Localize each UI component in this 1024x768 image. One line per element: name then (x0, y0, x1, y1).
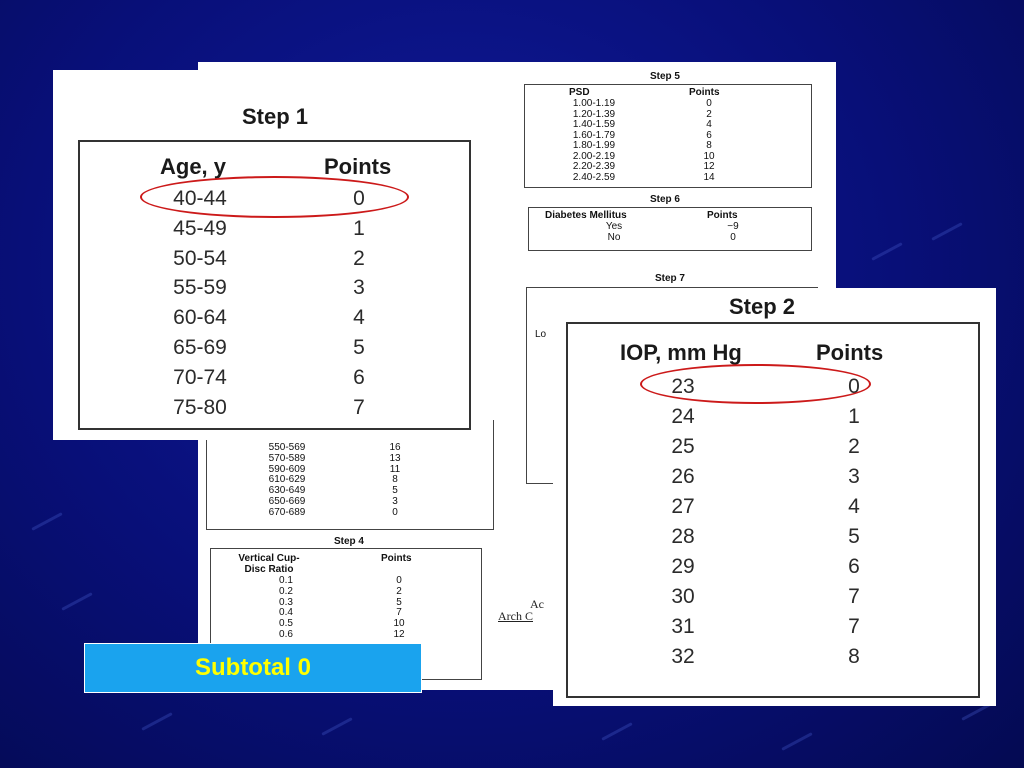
step6-header-diabetes: Diabetes Mellitus (545, 210, 627, 221)
step3-cell-points: 0 (392, 506, 398, 518)
step5-cell-points: 10 (703, 150, 715, 162)
step6-cell-points: 0 (730, 231, 736, 243)
step3-row (207, 454, 493, 465)
step3-cell-label: 590-609 (268, 463, 306, 475)
step1-header-points: Points (324, 154, 392, 179)
step2-row (568, 582, 978, 612)
step1-header-age: Age, y (160, 154, 227, 179)
step1-cell-points: 6 (353, 365, 365, 389)
citation-line-2: Arch C (498, 609, 533, 623)
step2-header-iop: IOP, mm Hg (620, 340, 742, 365)
step5-cell-label: 1.60-1.79 (572, 129, 616, 141)
step1-row (80, 333, 469, 363)
step4-title: Step 4 (333, 536, 364, 547)
step2-cell-points: 4 (848, 495, 860, 518)
step2-cell-points: 8 (848, 645, 860, 668)
step1-row (80, 393, 469, 423)
step2-cell-label: 27 (671, 495, 695, 518)
step1-cell-label: 60-64 (173, 306, 227, 330)
step1-cell-label: 55-59 (173, 276, 227, 300)
step4-row (211, 576, 481, 587)
step1-row (80, 363, 469, 393)
step1-row (80, 273, 469, 303)
step5-row (525, 141, 811, 152)
step1-row (80, 244, 469, 274)
step6-table (528, 207, 812, 251)
step6-header-points: Points (707, 210, 738, 221)
step7-partial-label: Lo (535, 329, 547, 340)
step3-row (207, 486, 493, 497)
step4-cell-label: 0.4 (279, 607, 293, 619)
step5-row (525, 120, 811, 131)
subtotal-banner (84, 643, 422, 693)
step2-row (568, 522, 978, 552)
step4-cell-label: 0.1 (279, 575, 293, 586)
step2-cell-label: 29 (671, 555, 695, 578)
step3-cell-label: 550-569 (268, 442, 306, 453)
step3-row (207, 443, 493, 454)
background-streak (871, 242, 902, 261)
step3-row (207, 465, 493, 476)
step4-cell-label: 0.6 (279, 628, 293, 640)
step3-row (207, 475, 493, 486)
step4-rows (211, 576, 481, 641)
step2-cell-label: 23 (671, 375, 695, 398)
step5-cell-label: 1.40-1.59 (572, 119, 616, 130)
step7-title: Step 7 (654, 273, 685, 284)
step6-cell-label: No (607, 231, 621, 243)
step1-card (53, 70, 493, 440)
step4-header-ratio: Vertical Cup-Disc Ratio (238, 553, 300, 575)
subtotal-label: Subtotal 0 (194, 654, 311, 681)
step2-cell-points: 7 (848, 585, 860, 608)
step5-header-psd: PSD (569, 87, 590, 98)
step4-row (211, 598, 481, 609)
step2-cell-points: 2 (848, 435, 860, 458)
step1-cell-label: 75-80 (173, 395, 227, 419)
step2-cell-points: 0 (848, 375, 860, 398)
step3-cell-points: 13 (389, 452, 401, 464)
step4-cell-points: 12 (393, 628, 405, 640)
step5-cell-label: 2.20-2.39 (572, 161, 616, 172)
step1-cell-points: 1 (353, 216, 365, 240)
step1-cell-points: 3 (353, 276, 365, 300)
step6-row (529, 233, 811, 244)
step4-cell-label: 0.2 (279, 585, 293, 597)
step2-title: Step 2 (729, 294, 796, 319)
step5-cell-label: 1.00-1.19 (572, 98, 616, 109)
step3-rows (207, 443, 493, 519)
step2-rows (568, 372, 978, 672)
step4-cell-label: 0.5 (279, 618, 293, 630)
step2-cell-label: 24 (671, 405, 695, 428)
step4-row (211, 608, 481, 619)
step5-cell-points: 2 (706, 108, 712, 120)
step4-row (211, 587, 481, 598)
step1-title: Step 1 (242, 104, 309, 129)
background-streak (931, 222, 962, 241)
step2-cell-label: 30 (671, 585, 695, 608)
step2-cell-label: 28 (671, 525, 695, 548)
step5-row (525, 110, 811, 121)
step2-cell-label: 31 (671, 615, 695, 638)
step5-cell-label: 1.80-1.99 (572, 140, 616, 151)
step4-row (211, 619, 481, 630)
step5-cell-points: 4 (706, 119, 712, 130)
step1-cell-label: 70-74 (173, 365, 227, 389)
step3-cell-points: 8 (392, 474, 398, 486)
step1-cell-points: 7 (353, 395, 365, 419)
step2-cell-points: 5 (848, 525, 860, 548)
citation-line-1: Ac (530, 597, 544, 611)
step5-rows (525, 99, 811, 183)
step2-cell-label: 26 (671, 465, 695, 488)
step3-cell-label: 610-629 (268, 474, 306, 486)
step5-row (525, 99, 811, 110)
step3-cell-label: 650-669 (268, 495, 306, 507)
step1-row (80, 303, 469, 333)
step6-rows (529, 222, 811, 243)
step5-row (525, 152, 811, 163)
background-streak (31, 512, 62, 531)
step5-cell-points: 14 (703, 171, 715, 183)
step5-cell-points: 6 (706, 129, 712, 141)
step2-row (568, 402, 978, 432)
step1-cell-points: 0 (353, 187, 365, 210)
step1-cell-label: 50-54 (173, 246, 227, 270)
step5-cell-points: 8 (706, 140, 712, 151)
step4-cell-points: 7 (396, 607, 402, 619)
step2-cell-points: 6 (848, 555, 860, 578)
step4-cell-points: 5 (396, 596, 402, 608)
step4-cell-points: 10 (393, 618, 405, 630)
step5-cell-label: 2.40-2.59 (572, 171, 616, 183)
step2-header-points: Points (816, 340, 884, 365)
background-streak (601, 722, 632, 741)
step2-row (568, 612, 978, 642)
step5-title: Step 5 (649, 71, 680, 82)
step2-row (568, 642, 978, 672)
step2-cell-label: 25 (671, 435, 695, 458)
step2-row (568, 552, 978, 582)
step3-cell-label: 670-689 (268, 506, 306, 518)
step4-cell-label: 0.3 (279, 596, 293, 608)
background-streak (781, 732, 812, 751)
step3-cell-label: 570-589 (268, 452, 306, 464)
step1-cell-points: 5 (353, 335, 365, 359)
step3-row (207, 497, 493, 508)
step1-cell-points: 2 (353, 246, 365, 270)
step3-cell-points: 5 (392, 485, 398, 497)
step5-cell-label: 2.00-2.19 (572, 150, 616, 162)
step1-rows (80, 184, 469, 422)
step1-cell-label: 40-44 (173, 187, 227, 210)
step4-row (211, 630, 481, 641)
step5-header-points: Points (689, 87, 720, 98)
step5-row (525, 131, 811, 142)
step2-highlight-oval (640, 364, 871, 404)
step5-cell-points: 0 (706, 98, 712, 109)
step2-card (553, 288, 996, 706)
step1-cell-label: 45-49 (173, 216, 227, 240)
step5-cell-points: 12 (703, 161, 715, 172)
step6-title: Step 6 (649, 194, 680, 205)
step6-cell-points: −9 (727, 221, 739, 232)
step4-cell-points: 2 (396, 585, 402, 597)
step2-cell-points: 7 (848, 615, 860, 638)
step2-cell-points: 1 (848, 405, 860, 428)
step1-cell-label: 65-69 (173, 335, 227, 359)
background-streak (321, 717, 352, 736)
step2-row (568, 462, 978, 492)
step2-row (568, 492, 978, 522)
step6-cell-label: Yes (605, 221, 623, 232)
step3-cell-points: 11 (389, 463, 401, 475)
step3-cell-points: 3 (392, 495, 398, 507)
step3-cell-points: 16 (389, 442, 401, 453)
step2-row (568, 432, 978, 462)
step6-row (529, 222, 811, 233)
background-streak (61, 592, 92, 611)
step4-header-points: Points (381, 553, 412, 564)
step5-table (524, 84, 812, 188)
step5-row (525, 162, 811, 173)
step3-row (207, 508, 493, 519)
step1-highlight-oval (140, 176, 409, 218)
step1-row (80, 214, 469, 244)
step4-cell-points: 0 (396, 575, 402, 586)
step1-cell-points: 4 (353, 306, 365, 330)
step2-cell-label: 32 (671, 645, 695, 668)
step3-cell-label: 630-649 (268, 485, 306, 497)
step5-cell-label: 1.20-1.39 (572, 108, 616, 120)
step5-row (525, 173, 811, 184)
background-streak (141, 712, 172, 731)
step2-cell-points: 3 (848, 465, 860, 488)
